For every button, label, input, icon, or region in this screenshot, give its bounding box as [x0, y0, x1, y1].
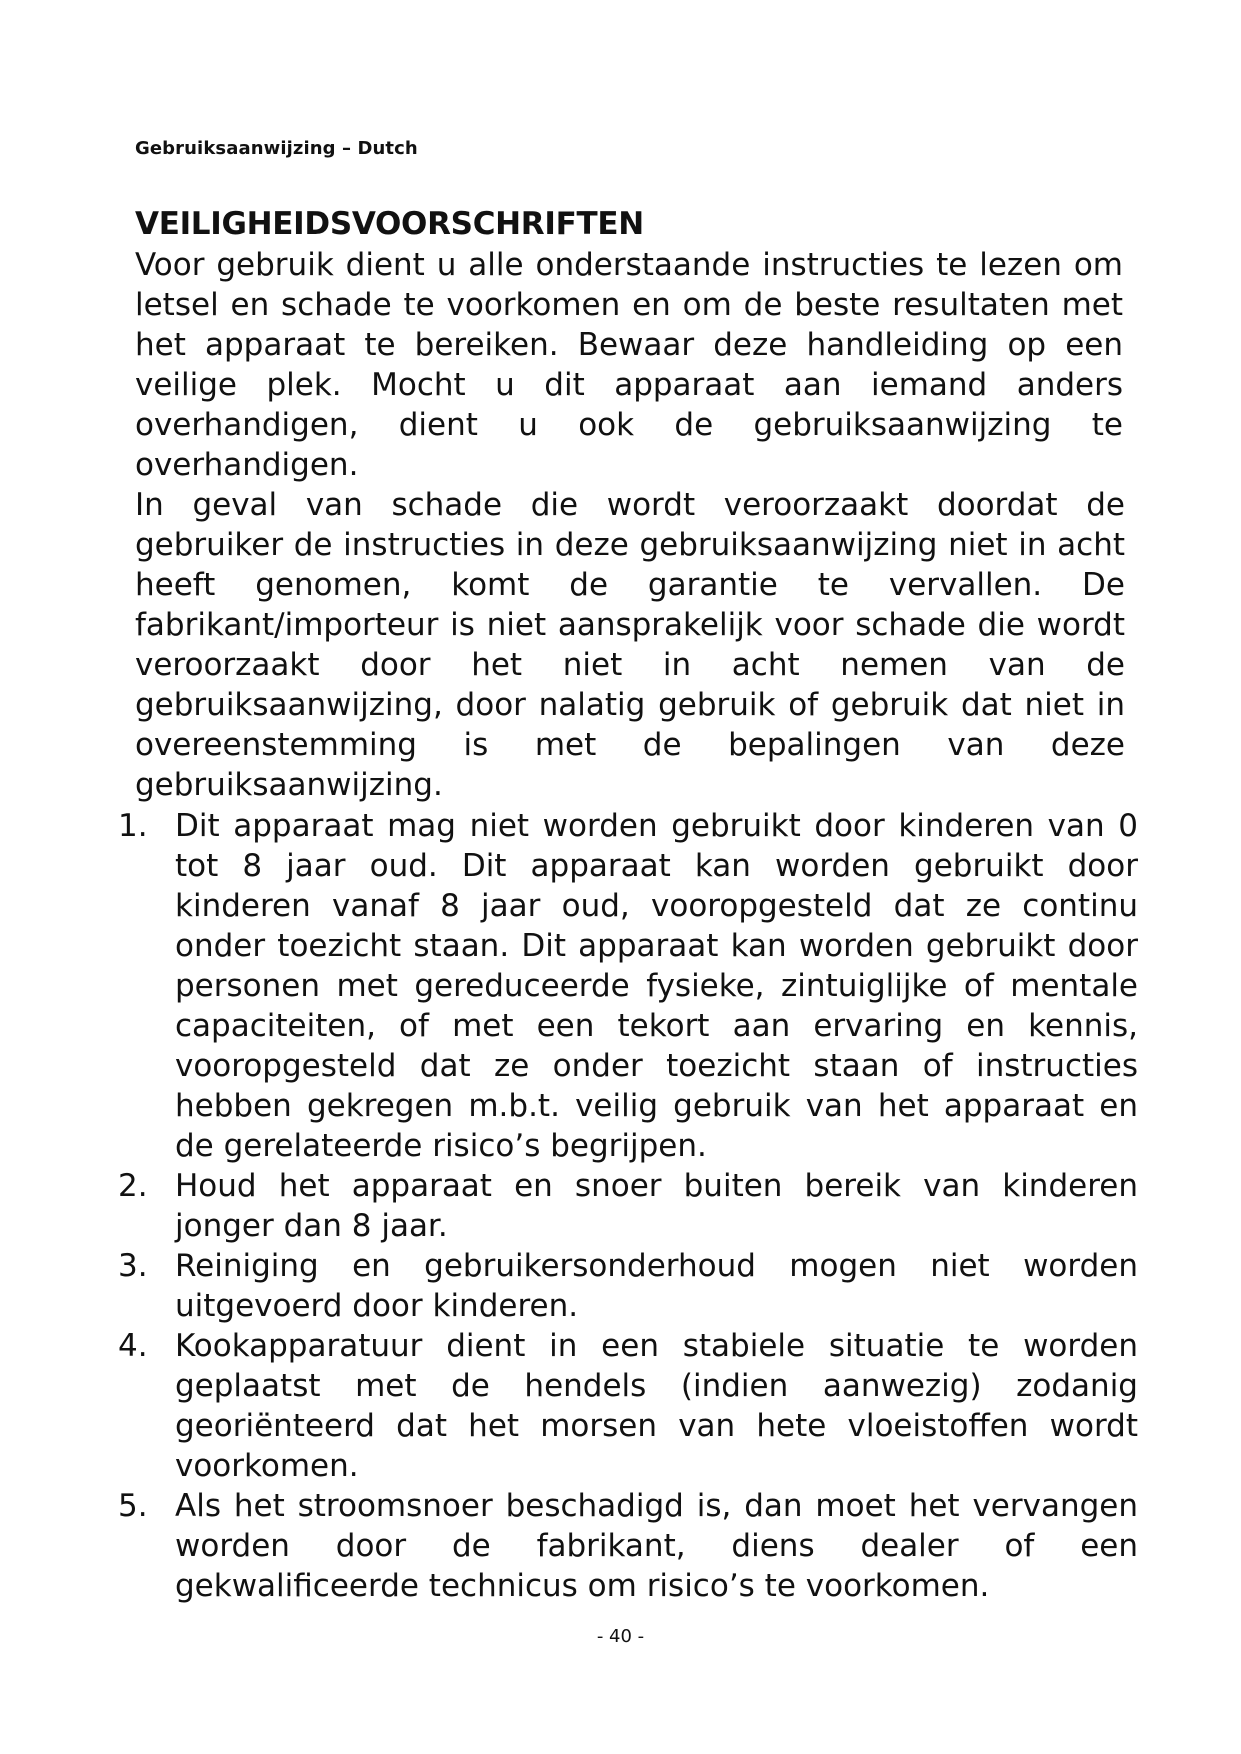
list-item-number: 4.: [118, 1328, 148, 1364]
list-item-number: 3.: [118, 1248, 148, 1284]
section-title: VEILIGHEIDSVOORSCHRIFTEN: [135, 206, 644, 242]
safety-instructions-list: [118, 806, 1138, 1606]
list-item-text: Kookapparatuur dient in een stabiele situatie te worden geplaatst met de hendels (indien aanwezig) zodanig georiënteerd dat het morsen van hete vloeistoffen wordt voorkomen.: [175, 1328, 1138, 1484]
list-item: [118, 1246, 1138, 1326]
list-item-text: Reiniging en gebruikersonderhoud mogen niet worden uitgevoerd door kinderen.: [175, 1248, 1138, 1324]
list-item: [118, 1486, 1138, 1606]
liability-paragraph: In geval van schade die wordt veroorzaakt doordat de gebruiker de instructies in deze gebruiksaanwijzing niet in acht heeft genomen, komt de garantie te vervallen. De fabrikant/importeur is niet aansprakelijk voor schade die wordt veroorzaakt door het niet in acht nemen van de gebruiksaanwijzing, door nalatig gebruik of gebruik dat niet in overeenstemming is met de bepalingen van deze gebruiksaanwijzing.: [135, 487, 1125, 803]
list-item-text: Als het stroomsnoer beschadigd is, dan moet het vervangen worden door de fabrikant, diens dealer of een gekwalificeerde technicus om risico’s te voorkomen.: [175, 1488, 1138, 1604]
list-item-text: Houd het apparaat en snoer buiten bereik van kinderen jonger dan 8 jaar.: [175, 1168, 1138, 1244]
list-item-text: Dit apparaat mag niet worden gebruikt door kinderen van 0 tot 8 jaar oud. Dit apparaat kan worden gebruikt door kinderen vanaf 8 jaar oud, vooropgesteld dat ze continu onder toezicht staan. Dit apparaat kan worden gebruikt door personen met gereduceerde fysieke, zintuiglijke of mentale capaciteiten, of met een tekort aan ervaring en kennis, vooropgesteld dat ze onder toezicht staan of instructies hebben gekregen m.b.t. veilig gebruik van het apparaat en de gerelateerde risico’s begrijpen.: [175, 808, 1138, 1164]
intro-paragraph: Voor gebruik dient u alle onderstaande instructies te lezen om letsel en schade te voorkomen en om de beste resultaten met het apparaat te bereiken. Bewaar deze handleiding op een veilige plek. Mocht u dit apparaat aan iemand anders overhandigen, dient u ook de gebruiksaanwijzing te overhandigen.: [135, 247, 1123, 483]
list-item-number: 2.: [118, 1168, 148, 1204]
list-item: [118, 1166, 1138, 1246]
list-item-number: 1.: [118, 808, 148, 844]
intro-text: [135, 245, 1125, 805]
list-item: [118, 806, 1138, 1166]
list-item: [118, 1326, 1138, 1486]
list-item-number: 5.: [118, 1488, 148, 1524]
page-number: - 40 -: [596, 1626, 645, 1647]
document-header: Gebruiksaanwijzing – Dutch: [135, 138, 418, 159]
